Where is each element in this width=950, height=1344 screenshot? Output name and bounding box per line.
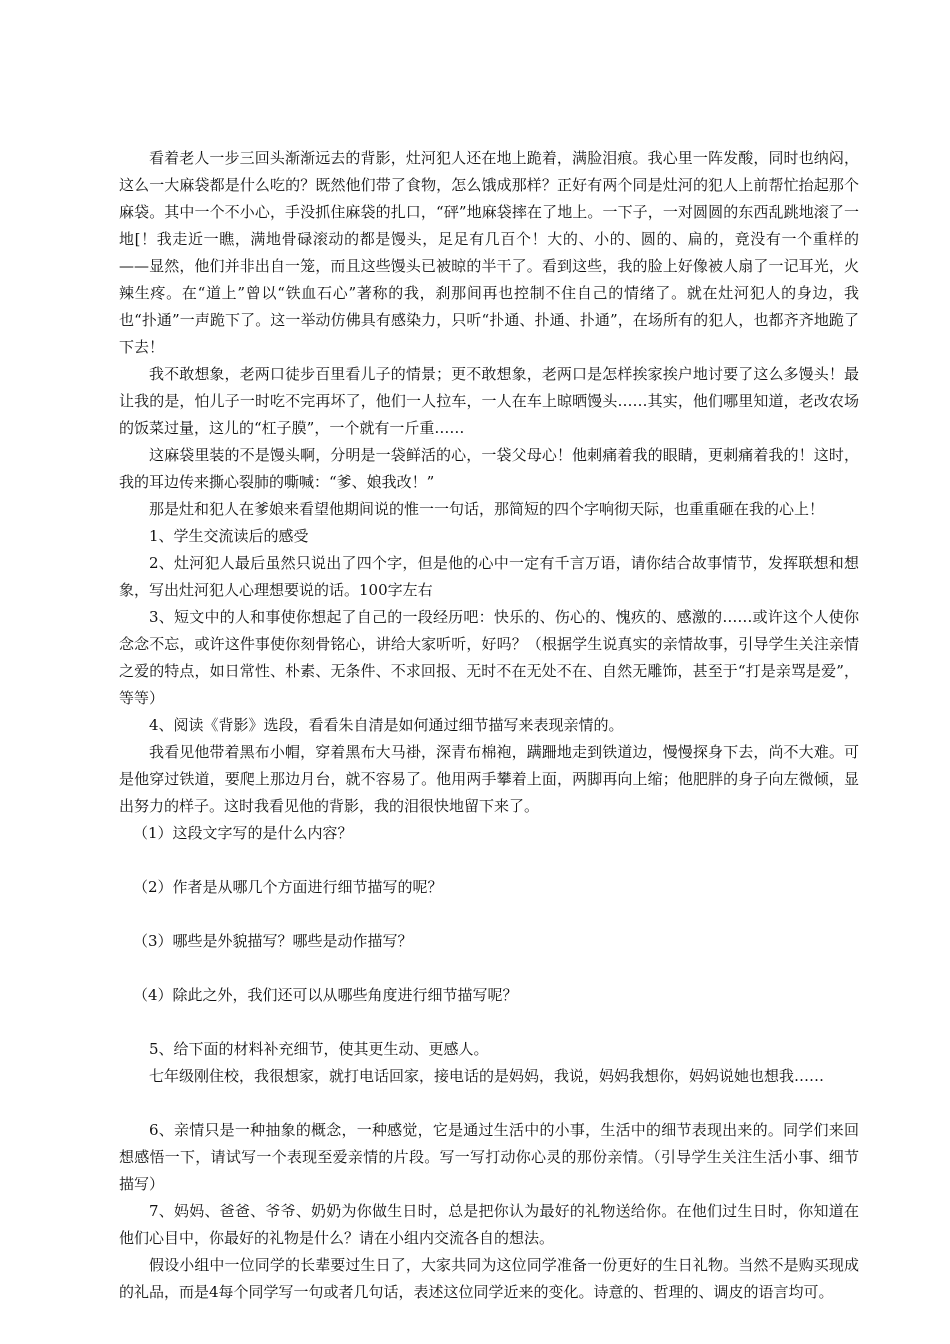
material-text: 七年级刚住校，我很想家，就打电话回家，接电话的是妈妈，我说，妈妈我想你，妈妈说她也想我……: [149, 1067, 825, 1085]
question-1: （1）这段文字写的是什么内容？: [133, 824, 353, 842]
document-body: [119, 145, 859, 1306]
question-3: （3）哪些是外貌描写？哪些是动作描写？: [133, 932, 413, 950]
question-2: （2）作者是从哪几个方面进行细节描写的呢？: [133, 878, 443, 896]
task-6: 6、亲情只是一种抽象的概念，一种感觉，它是通过生活中的小事，生活中的细节表现出来的。同学们来回想感悟一下，请试写一个表现至爱亲情的片段。写一写打动你心灵的那份亲情。（引导学生关注生活小事、细节描写）: [119, 1121, 859, 1193]
story-paragraph-3: 这麻袋里装的不是馒头啊，分明是一袋鲜活的心，一袋父母心！他刺痛着我的眼睛，更刺痛着我的！这时，我的耳边传来撕心裂肺的嘶喊：“爹、娘我改！”: [119, 446, 859, 491]
task-3: 3、短文中的人和事使你想起了自己的一段经历吧：快乐的、伤心的、愧疚的、感激的……或许这个人使你念念不忘，或许这件事使你刻骨铭心，讲给大家听听，好吗？（根据学生说真实的亲情故事，引导学生关注亲情之爱的特点，如日常性、朴素、无条件、不求回报、无时不在无处不在、自然无雕饰，甚至于“打是亲骂是爱”，等等）: [119, 608, 859, 707]
task-4: 4、阅读《背影》选段，看看朱自清是如何通过细节描写来表现亲情的。: [149, 716, 624, 734]
task-5: 5、给下面的材料补充细节，使其更生动、更感人。: [149, 1040, 489, 1058]
task-7-detail: 假设小组中一位同学的长辈要过生日了，大家共同为这位同学准备一份更好的生日礼物。当然不是购买现成的礼品，而是4每个同学写一句或者几句话，表述这位同学近来的变化。诗意的、哲理的、调皮的语言均可。: [119, 1256, 859, 1301]
story-paragraph-2: 我不敢想象，老两口徒步百里看儿子的情景；更不敢想象，老两口是怎样挨家挨户地讨要了这么多馒头！最让我的是，怕儿子一时吃不完再坏了，他们一人拉车，一人在车上晾晒馒头……其实，他们哪里知道，老改农场的饭菜过量，这儿的“杠子膜”，一个就有一斤重……: [119, 365, 859, 437]
task-1: 1、学生交流读后的感受: [149, 527, 309, 545]
excerpt-beiying: 我看见他带着黑布小帽，穿着黑布大马褂，深青布棉袍，蹒跚地走到铁道边，慢慢探身下去，尚不大难。可是他穿过铁道，要爬上那边月台，就不容易了。他用两手攀着上面，两脚再向上缩；他肥胖的身子向左微倾，显出努力的样子。这时我看见他的背影，我的泪很快地留下来了。: [119, 743, 859, 815]
task-2: 2、灶河犯人最后虽然只说出了四个字，但是他的心中一定有千言万语，请你结合故事情节，发挥联想和想象，写出灶河犯人心理想要说的话。100字左右: [119, 554, 859, 599]
story-paragraph-1: 看着老人一步三回头渐渐远去的背影，灶河犯人还在地上跪着，满脸泪痕。我心里一阵发酸，同时也纳闷，这么一大麻袋都是什么吃的？既然他们带了食物，怎么饿成那样？正好有两个同是灶河的犯人上前帮忙抬起那个麻袋。其中一个不小心，手没抓住麻袋的扎口，“砰”地麻袋摔在了地上。一下子，一对圆圆的东西乱跳地滚了一地[！我走近一瞧，满地骨碌滚动的都是馒头，足足有几百个！大的、小的、圆的、扁的，竟没有一个重样的——显然，他们并非出自一笼，而且这些馒头已被晾的半干了。看到这些，我的脸上好像被人扇了一记耳光，火辣生疼。在“道上”曾以“铁血石心”著称的我，刹那间再也控制不住自己的情绪了。就在灶河犯人的身边，我也“扑通”一声跪下了。这一举动仿佛具有感染力，只听“扑通、扑通、扑通”，在场所有的犯人，也都齐齐地跪了下去！: [119, 149, 859, 356]
question-4: （4）除此之外，我们还可以从哪些角度进行细节描写呢？: [133, 986, 518, 1004]
task-7: 7、妈妈、爸爸、爷爷、奶奶为你做生日时，总是把你认为最好的礼物送给你。在他们过生日时，你知道在他们心目中，你最好的礼物是什么？请在小组内交流各自的想法。: [119, 1202, 859, 1247]
story-paragraph-4: 那是灶和犯人在爹娘来看望他期间说的惟一一句话，那简短的四个字响彻天际，也重重砸在我的心上！: [149, 500, 825, 518]
